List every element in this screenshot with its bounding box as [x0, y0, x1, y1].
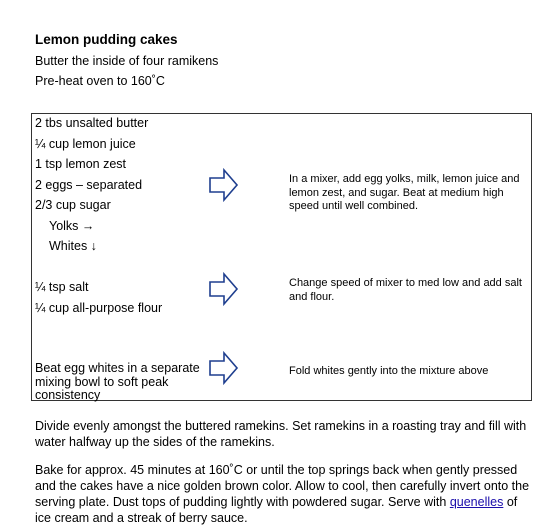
ingredient-item: Beat egg whites in a separate mixing bowl to soft peak consistency — [35, 361, 200, 402]
ingredient-item: ¼ tsp salt — [35, 280, 89, 294]
ingredient-item: ¼ cup all-purpose flour — [35, 301, 163, 315]
recipe-title: Lemon pudding cakes — [35, 32, 178, 47]
ingredient-item: 1 tsp lemon zest — [35, 157, 127, 171]
ingredient-item: 2 eggs – separated — [35, 178, 143, 192]
ingredient-item: ¼ cup lemon juice — [35, 137, 136, 151]
right-outline-arrow-icon — [209, 168, 239, 202]
quenelles-link[interactable]: quenelles — [449, 495, 504, 509]
paragraph-text: Bake for approx. 45 minutes at 160˚C or until the top springs back when gently pressed and the cakes have a nice golden brown color. Allow to cool, then carefully invert onto the serving plate. Dust tops of pudding lightly with powdered sugar. Serve with — [35, 463, 530, 509]
right-outline-arrow-icon — [209, 272, 239, 306]
intro-line: Butter the inside of four ramikens — [35, 54, 219, 68]
right-outline-arrow-icon — [209, 351, 239, 385]
step-text: Change speed of mixer to med low and add salt and flour. — [289, 277, 522, 303]
intro-line: Pre-heat oven to 160˚C — [35, 74, 165, 88]
instruction-paragraph — [35, 462, 535, 526]
step-text: In a mixer, add egg yolks, milk, lemon juice and lemon zest, and sugar. Beat at medium high speed until well combined. — [289, 173, 520, 212]
instruction-paragraph: Divide evenly amongst the buttered ramekins. Set ramekins in a roasting tray and fill with water halfway up the sides of the ramekins. — [35, 419, 527, 449]
ingredient-item: 2/3 cup sugar — [35, 198, 111, 212]
whites-label: Whites ↓ — [49, 239, 97, 253]
paragraph-text: of ice cream and a streak of berry sauce. — [35, 495, 518, 525]
yolks-label: Yolks → — [49, 219, 95, 233]
step-text: Fold whites gently into the mixture above — [289, 365, 489, 377]
ingredient-item: 2 tbs unsalted butter — [35, 116, 149, 130]
